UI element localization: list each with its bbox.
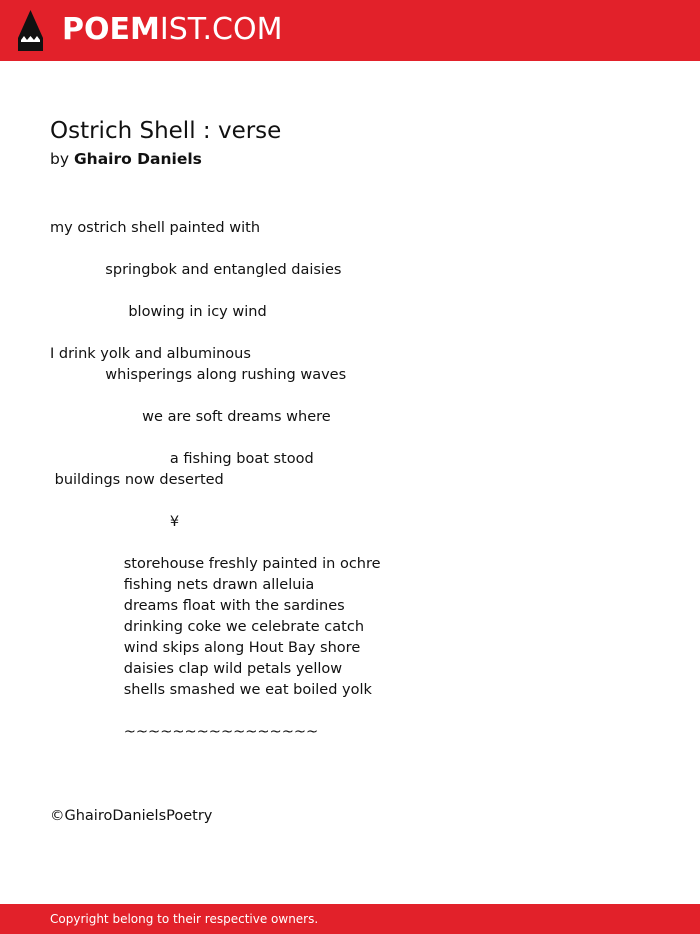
- author-name[interactable]: Ghairo Daniels: [73, 150, 202, 168]
- poem-line: fishing nets drawn alleluia: [50, 577, 315, 593]
- poem-line: wind skips along Hout Bay shore: [50, 640, 361, 656]
- poem-line: ~~~~~~~~~~~~~~~~: [50, 724, 319, 740]
- byline: [50, 148, 202, 170]
- poem-line: drinking coke we celebrate catch: [50, 619, 365, 635]
- poem-line: springbok and entangled daisies: [50, 262, 342, 278]
- poem-line: my ostrich shell painted with: [50, 220, 261, 236]
- poem-line: [50, 491, 650, 512]
- poem-line: ¥: [50, 514, 180, 530]
- poem-line: [50, 323, 650, 344]
- logo-text-light: IST.COM: [159, 12, 283, 47]
- poem-line: [50, 533, 650, 554]
- poem-line: [50, 428, 650, 449]
- poem-line: blowing in icy wind: [50, 304, 267, 320]
- byline-prefix: by: [50, 150, 70, 168]
- poem-line: storehouse freshly painted in ochre: [50, 556, 381, 572]
- poem-line: a fishing boat stood: [50, 451, 314, 467]
- site-header: [0, 0, 700, 61]
- poem-line: [50, 701, 650, 722]
- poem-line: whisperings along rushing waves: [50, 367, 347, 383]
- poem-line: I drink yolk and albuminous: [50, 346, 251, 362]
- poem-line: [50, 239, 650, 260]
- poem-line: dreams float with the sardines: [50, 598, 345, 614]
- poem-line: [50, 281, 650, 302]
- poem-line: buildings now deserted: [50, 472, 224, 488]
- footer-copyright: Copyright belong to their respective owners.: [50, 912, 319, 926]
- poem-line: [50, 386, 650, 407]
- poem-title: Ostrich Shell : verse: [50, 118, 282, 144]
- site-logo[interactable]: [62, 12, 282, 48]
- poem-line: daisies clap wild petals yellow: [50, 661, 343, 677]
- pencil-icon[interactable]: [18, 10, 43, 51]
- poem-signature: ©GhairoDanielsPoetry: [50, 808, 213, 824]
- poem-line: we are soft dreams where: [50, 409, 331, 425]
- poem-body: [50, 218, 650, 743]
- site-footer: [0, 904, 700, 934]
- poem-line: shells smashed we eat boiled yolk: [50, 682, 372, 698]
- logo-text-strong: POEM: [62, 12, 160, 47]
